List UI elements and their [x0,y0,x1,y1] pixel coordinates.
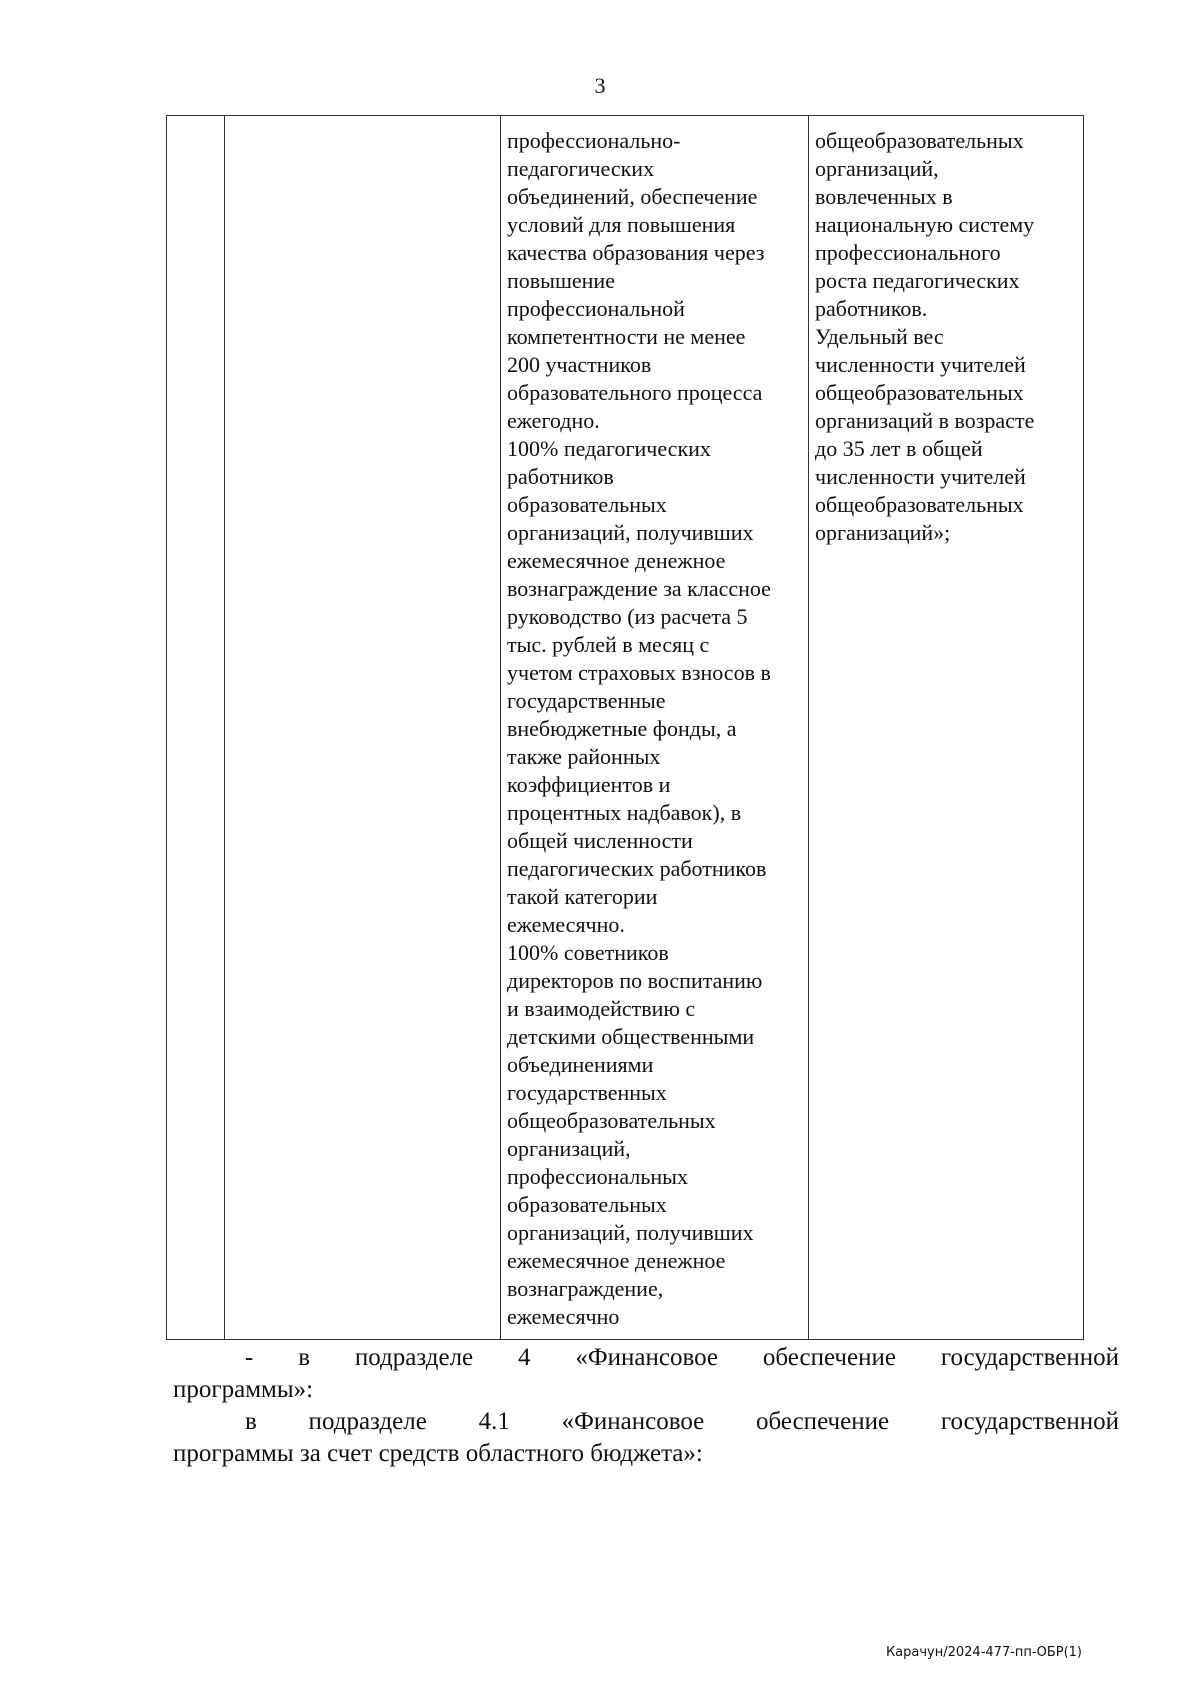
table-row [167,116,1084,1340]
paragraph-line [173,1342,1119,1374]
document-code: Карачун/2024-477-пп-ОБР(1) [885,1645,1082,1660]
paragraph-text: в подразделе 4.1 «Финансовое обеспечение государственной [245,1408,1119,1435]
table-cell-expected-results [501,116,809,1340]
cell-text: профессионально- педагогических объединений, обеспечение условий для повышения качества образования через повышение профессиональной компетентности не менее 200 участников образовательного процесса ежегодно. 100% педагогических работников образовательных организаций, получивших ежемесячное денежное вознаграждение за классное руководство (из расчета 5 тыс. рублей в месяц с учетом страховых взносов в государственные внебюджетные фонды, а также районных коэффициентов и процентных надбавок), в общей численности педагогических работников такой категории ежемесячно. 100% советников директоров по воспитанию и взаимодействию с детскими общественными объединениями государственных общеобразовательных организаций, профессиональных образовательных организаций, получивших ежемесячное денежное вознаграждение, ежемесячно [507,128,771,1329]
table-cell-indicators [809,116,1084,1340]
amendment-paragraph-1 [173,1342,1119,1406]
table-cell-number [167,116,225,1340]
indicators-table [166,115,1084,1340]
page-number: 3 [594,73,606,98]
table-cell-name [225,116,501,1340]
cell-text: общеобразовательных организаций, вовлеченных в национальную систему профессионального роста педагогических работников. Удельный вес численности учителей общеобразовательных организаций в возрасте до 35 лет в общей численности учителей общеобразовательных организаций»; [815,128,1035,545]
paragraph-text: - в подразделе 4 «Финансовое обеспечение государственной [245,1344,1119,1371]
amendment-paragraph-2 [173,1406,1119,1470]
paragraph-text: программы»: [173,1376,314,1403]
paragraph-line [173,1406,1119,1438]
paragraph-text: программы за счет средств областного бюджета»: [173,1440,703,1467]
